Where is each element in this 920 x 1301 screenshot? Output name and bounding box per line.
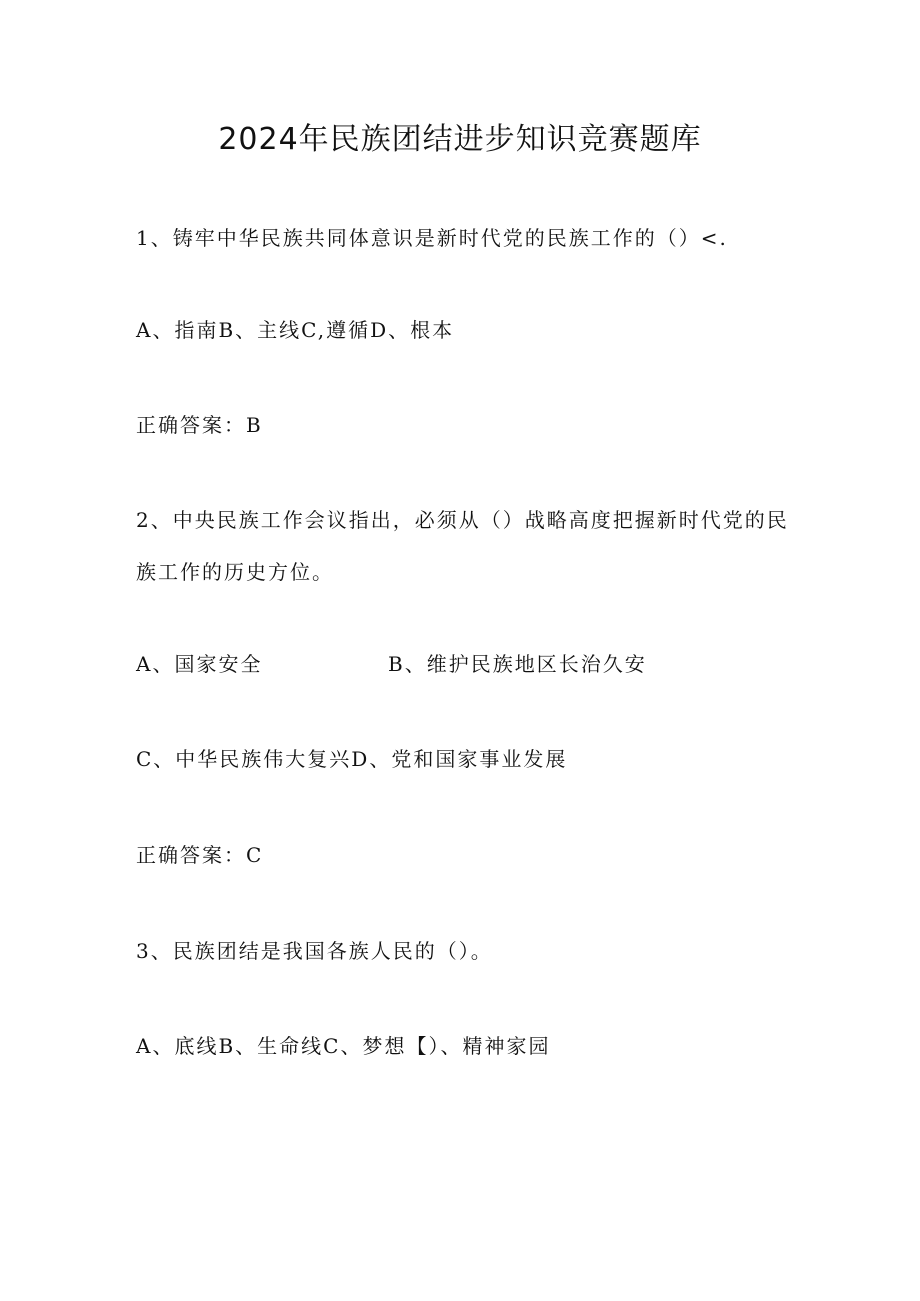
document-title: 2024年民族团结进步知识竞赛题库 (218, 122, 702, 157)
question-2-stem-line-1: 2、中央民族工作会议指出，必须从（）战略高度把握新时代党的民 (136, 508, 789, 532)
question-3-stem: 3、民族团结是我国各族人民的（）。 (136, 939, 493, 963)
question-2-options-cd: C、中华民族伟大复兴D、党和国家事业发展 (136, 747, 568, 771)
question-1-options: A、指南B、主线C,遵循D、根本 (136, 318, 455, 342)
question-2-answer: 正确答案：C (136, 843, 264, 867)
question-2-stem-line-2: 族工作的历史方位。 (136, 560, 334, 584)
question-2-option-a: A、国家安全 (136, 652, 263, 676)
question-1-stem: 1、铸牢中华民族共同体意识是新时代党的民族工作的（）<. (136, 226, 728, 250)
question-3-options: A、底线B、生命线C、梦想【）、精神家园 (136, 1034, 551, 1058)
question-2-option-b: B、维护民族地区长治久安 (388, 652, 647, 676)
question-1-answer: 正确答案：B (136, 413, 263, 437)
